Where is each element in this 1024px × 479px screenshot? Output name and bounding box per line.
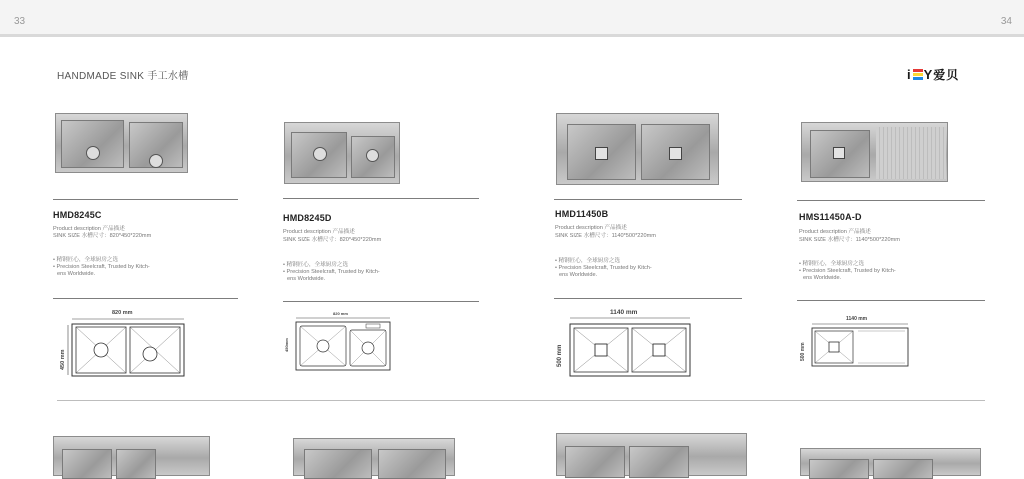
sink-size: SINK SIZE 水槽尺寸：820*450*220mm <box>283 237 382 243</box>
feature-line: • Precision Steelcraft, Trusted by Kitch- <box>555 265 652 271</box>
product-description: Product description 产品描述 <box>555 225 627 231</box>
section-title: HANDMADE SINK 手工水槽 <box>57 71 189 82</box>
feature-line: • Precision Steelcraft, Trusted by Kitch- <box>53 264 150 270</box>
logo-e-mark <box>913 69 923 80</box>
sink-bowl-left <box>304 449 372 479</box>
feature-line: • Precision Steelcraft, Trusted by Kitch- <box>283 269 380 275</box>
feature-line: • Precision Steelcraft, Trusted by Kitch- <box>799 268 896 274</box>
product-photo-partial <box>800 448 981 476</box>
drain-icon <box>669 147 682 160</box>
product-photo-partial <box>293 438 455 476</box>
drain-icon <box>595 147 608 160</box>
sink-bowl-left <box>809 459 869 479</box>
product-description: Product description 产品描述 <box>53 226 125 232</box>
drain-icon <box>313 147 327 161</box>
divider-line <box>797 300 985 301</box>
divider-line <box>53 199 238 200</box>
product-photo-hmd8245c <box>55 113 188 173</box>
divider-line <box>554 298 742 299</box>
drain-icon <box>149 154 163 168</box>
feature-line: • 精钢匠心，全球厨房之选 <box>53 257 119 263</box>
product-photo-partial <box>556 433 747 476</box>
width-dimension-label: 820 mm <box>333 311 348 316</box>
feature-line: ens Worldwide. <box>803 275 842 281</box>
technical-drawing <box>808 320 912 368</box>
page-top-bar <box>0 0 1024 37</box>
sink-bowl-left <box>62 449 112 479</box>
drainboard <box>876 127 946 179</box>
sink-bowl-right <box>629 446 689 478</box>
section-divider <box>57 400 985 401</box>
feature-line: ens Worldwide. <box>287 276 326 282</box>
feature-line: • 精钢匠心，全球厨房之选 <box>799 261 865 267</box>
technical-drawing <box>64 317 189 379</box>
sink-bowl-right <box>116 449 156 479</box>
sink-size: SINK SIZE 水槽尺寸：1140*500*220mm <box>799 237 900 243</box>
divider-line <box>283 301 479 302</box>
sink-bowl-right <box>873 459 933 479</box>
feature-line: ens Worldwide. <box>57 271 96 277</box>
sink-size: SINK SIZE 水槽尺寸：1140*500*220mm <box>555 233 656 239</box>
divider-line <box>797 200 985 201</box>
page-number-left: 33 <box>14 16 26 27</box>
product-photo-hmd8245d <box>284 122 400 184</box>
product-photo-partial <box>53 436 210 476</box>
divider-line <box>554 199 742 200</box>
product-photo-hms11450a-d <box>801 122 948 182</box>
width-dimension-label: 1140 mm <box>846 316 868 322</box>
drain-icon <box>366 149 379 162</box>
divider-line <box>53 298 238 299</box>
product-photo-hmd11450b <box>556 113 719 185</box>
height-dimension-label: 500 mm <box>800 342 806 361</box>
feature-line: • 精钢匠心，全球厨房之选 <box>555 258 621 264</box>
drain-icon <box>86 146 100 160</box>
brand-logo: i Y爱贝 <box>907 67 960 82</box>
divider-line <box>283 198 479 199</box>
drain-icon <box>833 147 845 159</box>
feature-line: ens Worldwide. <box>559 272 598 278</box>
product-model: HMS11450A-D <box>799 212 862 222</box>
height-dimension-label: 450 mm <box>60 349 66 370</box>
product-model: HMD11450B <box>555 209 609 219</box>
product-description: Product description 产品描述 <box>283 229 355 235</box>
width-dimension-label: 820 mm <box>112 310 133 316</box>
page-number-right: 34 <box>1000 16 1012 27</box>
height-dimension-label: 450mm <box>284 338 289 352</box>
product-description: Product description 产品描述 <box>799 229 871 235</box>
sink-bowl-left <box>61 120 124 168</box>
technical-drawing <box>566 316 694 378</box>
width-dimension-label: 1140 mm <box>610 309 638 316</box>
sink-bowl-right <box>378 449 446 479</box>
feature-line: • 精钢匠心，全球厨房之选 <box>283 262 349 268</box>
technical-drawing <box>290 316 394 372</box>
sink-size: SINK SIZE 水槽尺寸：820*450*220mm <box>53 233 152 239</box>
height-dimension-label: 500 mm <box>557 344 563 367</box>
product-model: HMD8245C <box>53 210 102 220</box>
sink-bowl-left <box>565 446 625 478</box>
product-model: HMD8245D <box>283 213 332 223</box>
